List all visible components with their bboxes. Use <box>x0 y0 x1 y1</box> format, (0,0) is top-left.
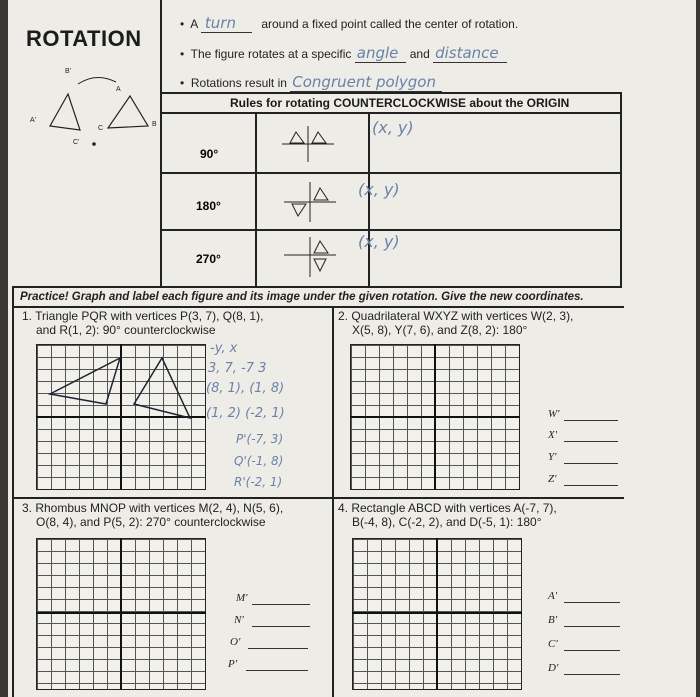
rule-180-diagram <box>280 180 340 224</box>
problem-1-line1: 1. Triangle PQR with vertices P(3, 7), Q(8, 1), <box>22 309 264 323</box>
rule-90-angle: 90° <box>200 147 219 161</box>
bullet-2-answer-1: angle <box>355 44 407 63</box>
problem-3-n-label: N' <box>234 614 244 626</box>
problem-1-r-prime: R'(-2, 1) <box>234 475 283 489</box>
label-b-prime: B' <box>65 68 72 75</box>
problem-2-line2: X(5, 8), Y(7, 6), and Z(8, 2): 180° <box>352 323 528 337</box>
problem-1-line2: and R(1, 2): 90° counterclockwise <box>36 323 216 337</box>
bullet-3: • Rotations result in Congruent polygon <box>180 73 442 91</box>
label-a: A <box>116 86 121 93</box>
problem-1-q-prime: Q'(-1, 8) <box>234 454 284 468</box>
rule-header-answer: (x, y) <box>372 118 414 137</box>
label-c-prime: C' <box>73 139 80 146</box>
problem-4-c-label: C' <box>548 638 558 650</box>
problem-1-triangle <box>36 344 206 490</box>
rule-180-answer: (x, y) <box>358 180 400 199</box>
bullet-1-answer: turn <box>201 14 252 33</box>
problem-4-a-label: A' <box>548 590 558 602</box>
bullet-2: • The figure rotates at a specific angle and distance <box>180 44 507 62</box>
problem-1-work-2: 3, 7, -7 3 <box>208 361 267 376</box>
label-a-prime: A' <box>30 117 37 124</box>
problem-1-work-3: (8, 1), (1, 8) <box>206 381 285 396</box>
bullet-3-answer: Congruent polygon <box>290 73 442 92</box>
rules-title: Rules for rotating COUNTERCLOCKWISE about the ORIGIN <box>230 96 570 110</box>
rule-270-diagram <box>280 235 340 279</box>
problem-3-line2: O(8, 4), and P(5, 2): 270° counterclockwise <box>36 515 266 529</box>
problem-3-line1: 3. Rhombus MNOP with vertices M(2, 4), N(5, 6), <box>22 501 284 515</box>
problem-4-d-label: D' <box>548 662 559 674</box>
worksheet <box>8 0 696 697</box>
problem-4-line1: 4. Rectangle ABCD with vertices A(-7, 7), <box>338 501 557 515</box>
rule-90-diagram <box>278 124 338 164</box>
problem-1-p-prime: P'(-7, 3) <box>236 432 284 446</box>
problem-2-x-label: X' <box>548 429 558 441</box>
problem-3-m-label: M' <box>236 592 248 604</box>
label-b: B <box>152 121 157 128</box>
worksheet-title: ROTATION <box>26 26 142 51</box>
practice-heading: Practice! Graph and label each figure and its image under the given rotation. Give the new coordinates. <box>20 291 584 303</box>
problem-2-y-label: Y' <box>548 451 557 463</box>
problem-4-line2: B(-4, 8), C(-2, 2), and D(-5, 1): 180° <box>352 515 542 529</box>
problem-1-work-1: -y, x <box>210 341 238 356</box>
bullet-2-answer-2: distance <box>433 44 507 63</box>
bullet-1: • A turn around a fixed point called the center of rotation. <box>180 14 519 32</box>
label-c: C <box>98 125 104 132</box>
rule-270-angle: 270° <box>196 252 221 266</box>
problem-2-z-label: Z' <box>548 473 557 485</box>
rule-180-angle: 180° <box>196 199 221 213</box>
rule-270-answer: (x, y) <box>358 232 400 251</box>
problem-4-b-label: B' <box>548 614 558 626</box>
problem-1-work-4: (1, 2) (-2, 1) <box>206 406 285 421</box>
problem-2-line1: 2. Quadrilateral WXYZ with vertices W(2, 3), <box>338 309 574 323</box>
problem-3-o-label: O' <box>230 636 241 648</box>
problem-2-w-label: W' <box>548 408 560 420</box>
problem-3-p-label: P' <box>228 658 238 670</box>
rotation-example-diagram <box>28 66 178 156</box>
